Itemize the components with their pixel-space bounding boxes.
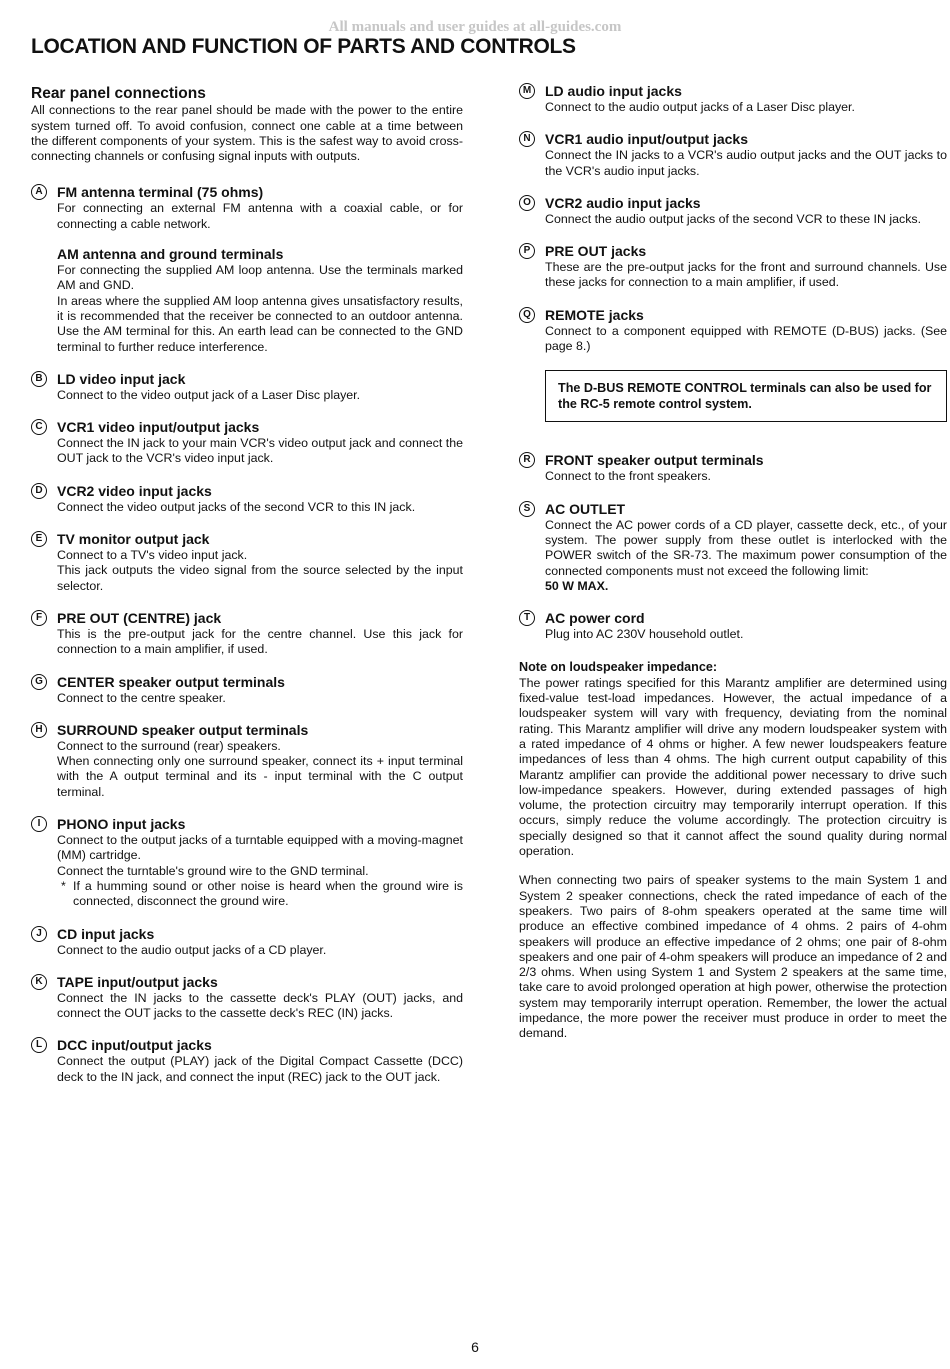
item-a-sub-title: AM antenna and ground terminals	[57, 246, 284, 263]
item-t	[519, 610, 947, 642]
item-e-title: TV monitor output jack	[57, 531, 210, 548]
item-c	[31, 419, 463, 467]
item-b	[31, 371, 463, 403]
item-t-marker: T	[519, 610, 535, 626]
item-t-desc: Plug into AC 230V household outlet.	[545, 627, 744, 642]
item-o-title: VCR2 audio input jacks	[545, 194, 701, 211]
item-q-marker: Q	[519, 307, 535, 323]
item-l-title: DCC input/output jacks	[57, 1037, 212, 1054]
item-q-desc: Connect to a component equipped with REMOTE (D-BUS) jacks. (See page 8.)	[545, 323, 947, 354]
item-f-title: PRE OUT (CENTRE) jack	[57, 609, 222, 626]
item-b-desc: Connect to the video output jack of a Laser Disc player.	[57, 387, 361, 402]
d-bus-callout-box: The D-BUS REMOTE CONTROL terminals can also be used for the RC-5 remote control system.	[545, 370, 947, 422]
item-e-desc-2: This jack outputs the video signal from the source selected by the input selector.	[57, 563, 463, 593]
item-n	[519, 131, 947, 179]
item-m-desc: Connect to the audio output jacks of a Laser Disc player.	[545, 100, 855, 114]
item-k	[31, 974, 463, 1022]
item-k-marker: K	[31, 974, 47, 990]
impedance-note-title: Note on loudspeaker impedance:	[519, 660, 718, 675]
item-p-desc: These are the pre-output jacks for the front and surround channels. Use these jacks for connection to a main amplifier, if used.	[545, 260, 947, 290]
item-g-title: CENTER speaker output terminals	[57, 673, 285, 690]
item-d-title: VCR2 video input jacks	[57, 482, 212, 499]
item-s-marker: S	[519, 501, 535, 517]
item-a-sub-desc-2: In areas where the supplied AM loop antenna gives unsatisfactory results, it is recommended that the receiver be connected to an outdoor antenna. Use the AM terminal for this. An earth lead can be connected to the GND terminal to further reduce interference.	[57, 293, 463, 354]
item-l	[31, 1037, 463, 1085]
item-j	[31, 926, 463, 958]
intro-section	[31, 86, 463, 164]
item-a-marker: A	[31, 184, 47, 200]
item-n-desc: Connect the IN jacks to a VCR's audio output jacks and the OUT jacks to the VCR's audio input jacks.	[545, 148, 947, 178]
item-q-title: REMOTE jacks	[545, 306, 644, 323]
item-a-sub-desc-1: For connecting the supplied AM loop antenna. Use the terminals marked AM and GND.	[57, 263, 463, 293]
item-h-title: SURROUND speaker output terminals	[57, 721, 309, 738]
item-n-title: VCR1 audio input/output jacks	[545, 131, 749, 148]
item-k-desc: Connect the IN jacks to the cassette deck's PLAY (OUT) jacks, and connect the OUT jacks to the cassette deck's REC (IN) jacks.	[57, 990, 463, 1021]
item-p-title: PRE OUT jacks	[545, 243, 647, 260]
impedance-note-paragraph: When connecting two pairs of speaker systems to the main System 1 and System 2 speaker connections, check the rated impedance of each of the speakers. Two pairs of 8-ohm speakers operated at the same time will produce an effective combined impedance of 4 ohms. 2 pairs of 4-ohm speakers will produce an effective impedance of 2 ohms; one pair of 8-ohm speakers and one pair of 4-ohm speakers will produce an impedance of 2 and 2/3 ohms. When using System 1 and System 2 speakers at the same time, take care to avoid prolonged operation at high power, otherwise the protection system may temporarily interrupt operation. Remember, the lower the actual impedance, the more power the receiver must produce in order to meet the demand.	[519, 873, 947, 1041]
item-s-title: AC OUTLET	[545, 500, 626, 517]
item-p-marker: P	[519, 243, 535, 259]
item-i	[31, 816, 463, 909]
intro-text: All connections to the rear panel should be made with the power to the entire system turned off. To avoid confusion, connect one cable at a time between the different components of your system. This is the safest way to avoid cross-connecting channels or confusing signal inputs with outputs.	[31, 103, 463, 164]
item-s-limit: 50 W MAX.	[545, 578, 609, 593]
item-a-desc: For connecting an external FM antenna with a coaxial cable, or for connecting a cable network.	[57, 201, 463, 231]
item-r-desc: Connect to the front speakers.	[545, 469, 711, 484]
item-i-note	[57, 879, 463, 910]
watermark: All manuals and user guides at all-guides.com	[328, 19, 622, 35]
item-m-title: LD audio input jacks	[545, 83, 682, 99]
item-b-marker: B	[31, 371, 47, 387]
page-number: 6	[471, 1339, 479, 1355]
item-c-desc: Connect the IN jack to your main VCR's video output jack and connect the OUT jack to the VCR's video input jack.	[57, 436, 463, 466]
item-h	[31, 722, 463, 800]
item-i-desc-1: Connect to the output jacks of a turntable equipped with a moving-magnet (MM) cartridge.	[57, 833, 463, 863]
item-i-title: PHONO input jacks	[57, 816, 186, 833]
item-g-marker: G	[31, 674, 47, 690]
item-g-desc: Connect to the centre speaker.	[57, 690, 226, 705]
item-j-marker: J	[31, 926, 47, 942]
item-h-marker: H	[31, 722, 47, 738]
item-o-desc: Connect the audio output jacks of the second VCR to these IN jacks.	[545, 211, 922, 226]
item-t-title: AC power cord	[545, 610, 645, 627]
item-a-title: FM antenna terminal (75 ohms)	[57, 184, 264, 201]
item-c-marker: C	[31, 419, 47, 435]
note-star: *	[61, 878, 66, 893]
section-heading: Rear panel connections	[31, 85, 206, 102]
item-h-desc-2: When connecting only one surround speaker, connect its + input terminal with the A output terminal and its - input terminal with the C output terminal.	[57, 754, 463, 799]
item-j-title: CD input jacks	[57, 925, 155, 942]
item-p	[519, 243, 947, 291]
item-d-desc: Connect the video output jacks of the second VCR to this IN jack.	[57, 499, 416, 514]
item-e-marker: E	[31, 531, 47, 547]
item-k-title: TAPE input/output jacks	[57, 973, 218, 990]
item-f	[31, 610, 463, 658]
item-o-marker: O	[519, 195, 535, 211]
item-l-marker: L	[31, 1037, 47, 1053]
item-i-desc-2: Connect the turntable's ground wire to the GND terminal.	[57, 863, 369, 878]
item-r-marker: R	[519, 452, 535, 468]
item-m-marker: M	[519, 83, 535, 99]
item-i-note-text: If a humming sound or other noise is heard when the ground wire is connected, disconnect the ground wire.	[73, 878, 463, 909]
left-column	[31, 86, 463, 1085]
item-r-title: FRONT speaker output terminals	[545, 452, 764, 469]
right-column	[519, 83, 947, 1042]
item-s-desc: Connect the AC power cords of a CD player, cassette deck, etc., of your system. The power supply from these outlet is interlocked with the POWER switch of the SR-73. The maximum power consumption of the connected components must not exceed the following limit:	[545, 517, 947, 578]
item-b-title: LD video input jack	[57, 370, 186, 387]
item-d-marker: D	[31, 483, 47, 499]
item-f-marker: F	[31, 610, 47, 626]
item-e-desc-1: Connect to a TV's video input jack.	[57, 548, 248, 563]
item-c-title: VCR1 video input/output jacks	[57, 419, 260, 436]
item-g	[31, 674, 463, 706]
item-a	[31, 184, 463, 354]
item-s	[519, 501, 947, 594]
item-n-marker: N	[519, 131, 535, 147]
item-h-desc-1: Connect to the surround (rear) speakers.	[57, 738, 281, 753]
page-title: LOCATION AND FUNCTION OF PARTS AND CONTROLS	[31, 35, 576, 58]
item-j-desc: Connect to the audio output jacks of a CD player.	[57, 942, 327, 957]
item-f-desc: This is the pre-output jack for the centre channel. Use this jack for connection to a main amplifier, if used.	[57, 626, 463, 657]
item-i-marker: I	[31, 816, 47, 832]
impedance-note-paragraph: The power ratings specified for this Marantz amplifier are determined using fixed-value test-load impedances. However, the actual impedance of a loudspeaker system will vary with frequency, deviating from the nominal rating. This Marantz amplifier will drive any modern loudspeaker system with a rated impedance of 4 ohms or higher. A few newer loudspeakers feature impedances of less than 4 ohms. The high current output capability of this Marantz amplifier can provide the additional power necessary to drive such low-impedance speakers. However, during extended passages of high volume, the protection circuitry may temporarily interrupt operation. If this occurs, simply reduce the volume accordingly. The protection circuitry is specially designed so that it cannot affect the sound quality during normal operation.	[519, 675, 947, 859]
item-o	[519, 195, 947, 227]
item-r	[519, 452, 947, 484]
item-l-desc: Connect the output (PLAY) jack of the Digital Compact Cassette (DCC) deck to the IN jack, and connect the input (REC) jack to the OUT jack.	[57, 1054, 463, 1084]
item-m	[519, 83, 947, 115]
item-d	[31, 483, 463, 515]
item-e	[31, 531, 463, 594]
item-q	[519, 307, 947, 355]
